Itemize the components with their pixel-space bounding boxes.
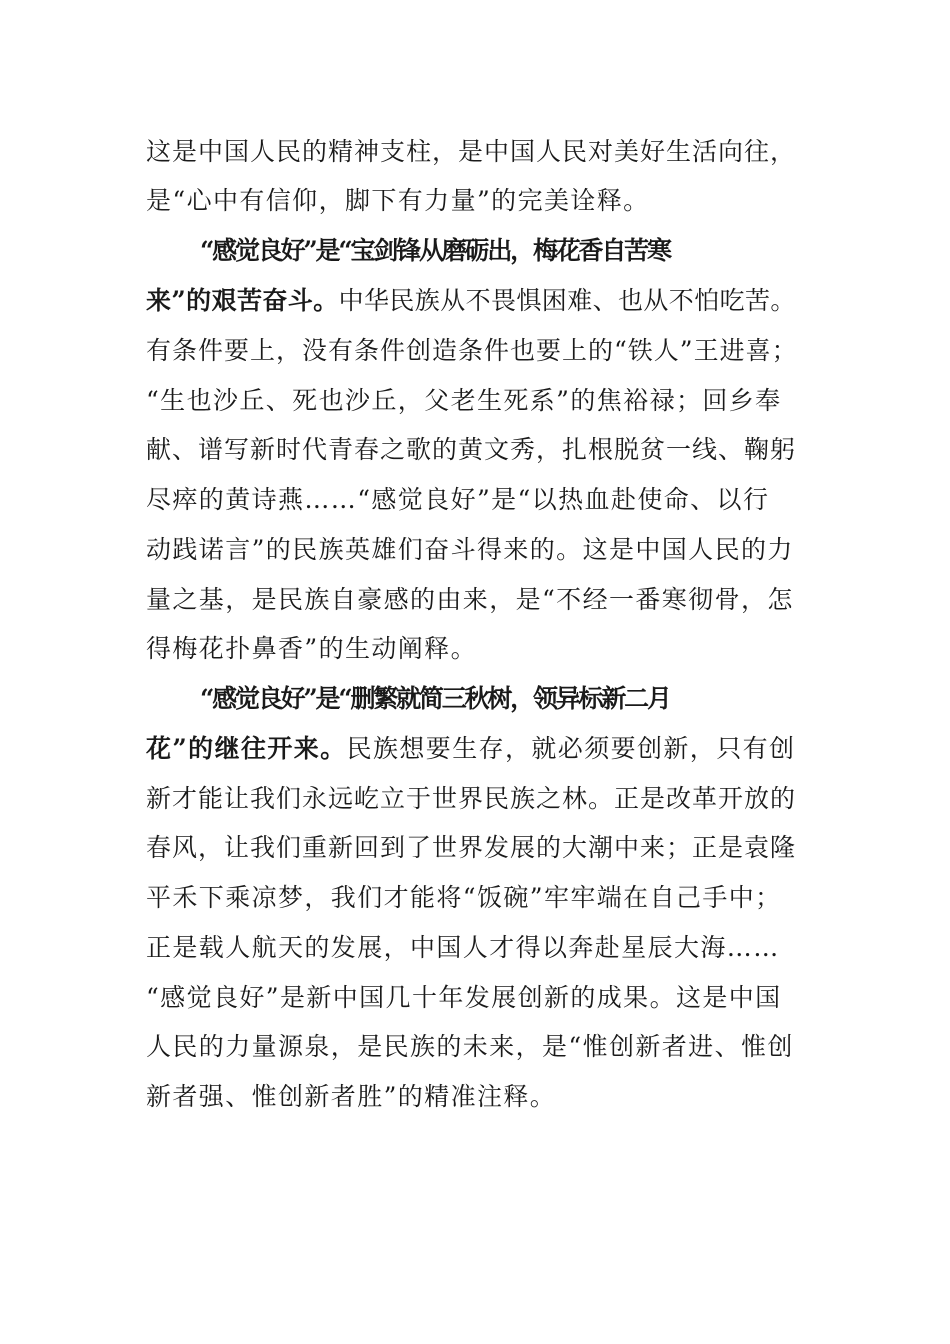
- paragraph-3-line-3: 新才能让我们永远屹立于世界民族之林。正是改革开放的: [146, 784, 797, 813]
- paragraph-3-line-2: [146, 724, 796, 774]
- paragraph-2-line-8: 量之基，是民族自豪感的由来，是“不经一番寒彻骨，怎: [146, 585, 794, 614]
- paragraph-3-line-8: 人民的力量源泉，是民族的未来，是“惟创新者进、惟创: [146, 1032, 794, 1061]
- paragraph-3-line-6: 正是载人航天的发展，中国人才得以奔赴星辰大海……: [146, 933, 780, 962]
- paragraph-2-heading-line-1: “感觉良好”是“宝剑锋从磨砺出，梅花香自苦寒: [200, 236, 670, 265]
- paragraph-1-line-1: 这是中国人民的精神支柱，是中国人民对美好生活向往，: [146, 137, 797, 166]
- paragraph-2-line-7: 动践诺言”的民族英雄们奋斗得来的。这是中国人民的力: [146, 535, 794, 564]
- paragraph-2-line-3: 有条件要上，没有条件创造条件也要上的“铁人”王进喜；: [146, 336, 798, 365]
- paragraph-2-line-9: 得梅花扑鼻香”的生动阐释。: [146, 634, 477, 663]
- paragraph-3-heading-end: 花”的继往开来。: [146, 734, 347, 763]
- paragraph-2-heading-end: 来”的艰苦奋斗。: [146, 286, 339, 315]
- paragraph-1-line-2: 是“心中有信仰，脚下有力量”的完美诠释。: [146, 186, 650, 215]
- paragraph-3-line-2-text: 民族想要生存，就必须要创新，只有创: [346, 734, 796, 763]
- paragraph-3-line-9: 新者强、惟创新者胜”的精准注释。: [146, 1082, 557, 1111]
- paragraph-3-line-5: 平禾下乘凉梦，我们才能将“饭碗”牢牢端在自己手中；: [146, 883, 782, 912]
- paragraph-3-line-7: “感觉良好”是新中国几十年发展创新的成果。这是中国: [146, 983, 782, 1012]
- paragraph-2-line-2-text: 中华民族从不畏惧困难、也从不怕吃苦。: [338, 286, 796, 315]
- paragraph-3-line-4: 春风，让我们重新回到了世界发展的大潮中来；正是袁隆: [146, 833, 797, 862]
- paragraph-2-line-4: “生也沙丘、死也沙丘，父老生死系”的焦裕禄；回乡奉: [146, 386, 782, 415]
- paragraph-3-heading-line-1: “感觉良好”是“删繁就简三秋树，领异标新二月: [200, 684, 670, 713]
- paragraph-2-line-2: [146, 276, 796, 326]
- paragraph-2-line-5: 献、谱写新时代青春之歌的黄文秀，扎根脱贫一线、鞠躬: [146, 435, 797, 464]
- paragraph-2-line-6: 尽瘁的黄诗燕……“感觉良好”是“以热血赴使命、以行: [146, 485, 770, 514]
